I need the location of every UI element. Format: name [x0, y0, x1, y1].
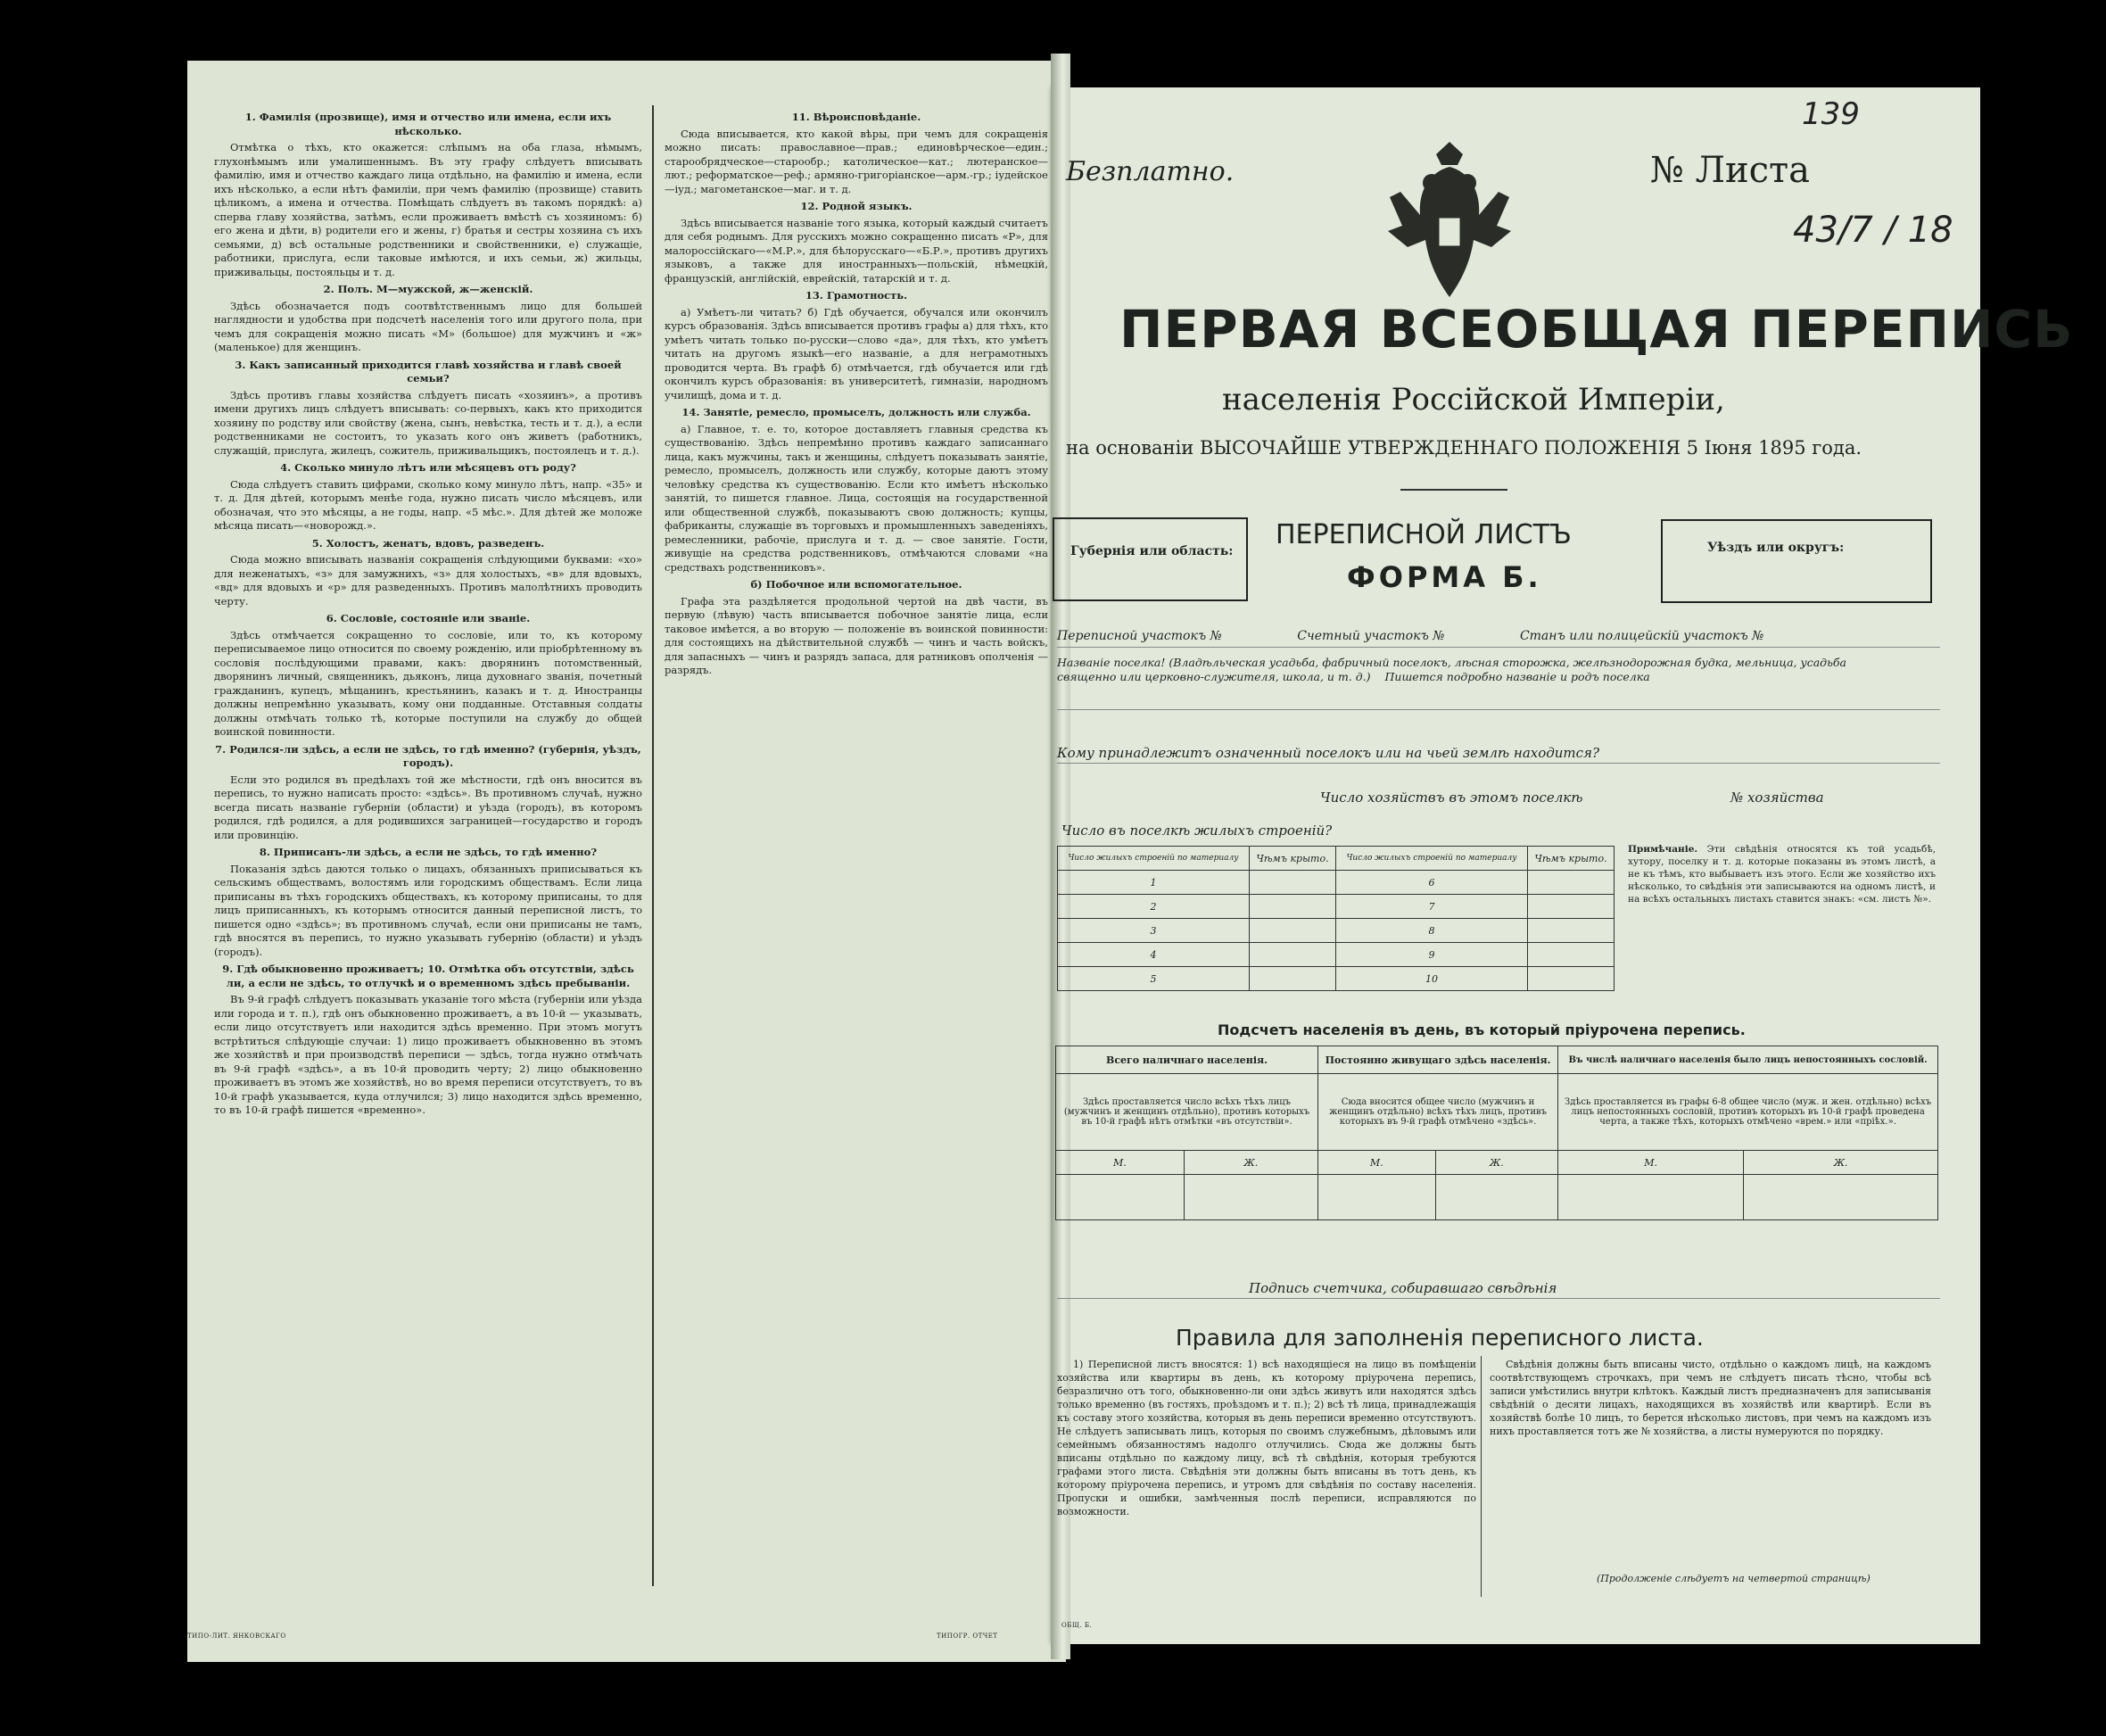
table-cell: [1249, 919, 1335, 943]
sheet-number-label: № Листа: [1650, 150, 1810, 191]
section-8: 8. Приписанъ-ли здѣсь, а если не здѣсь, то гдѣ именно? Показанія здѣсь даются только о лицахъ, обязанныхъ приписываться къ сельскимъ обществамъ, волостямъ или городскимъ обществамъ. Если лица приписаны въ тѣхъ городскихъ обществахъ, къ которому приписаны, то для лицъ приписанныхъ, къ которымъ относится данный переписной листъ, то пишется одно «здѣсь»; въ противномъ случаѣ, если они приписаны не тамъ, гдѣ вносятся въ перепись, то нужно указывать губернію (области) и уѣздъ (городъ).: [214, 846, 642, 958]
table-header: Въ числѣ наличнаго населенія было лицъ непостоянныхъ сословій.: [1558, 1046, 1938, 1074]
table-cell: [1527, 895, 1614, 919]
rules-right-text: Свѣдѣнія должны быть вписаны чисто, отдѣльно о каждомъ лицѣ, на каждомъ соотвѣтствующемъ строчкахъ, при чемъ не слѣдуетъ писать тѣсно, чтобы всѣ записи умѣстились внутри клѣтокъ. Каждый листъ предназначенъ для записыванія свѣдѣній о десяти лицахъ, находящихся въ хозяйствѣ или квартирѣ. Если въ хозяйствѣ болѣе 10 лицъ, то берется нѣсколько листовъ, при чемъ на каждомъ изъ нихъ проставляется тотъ же № хозяйства, а листы нумеруются по порядку.: [1490, 1359, 1931, 1437]
section-6: 6. Сословіе, состояніе или званіе. Здѣсь отмѣчается сокращенно то сословіе, или то, къ которому переписываемое лицо относится по своему рожденію, или пріобрѣтенному въ сословія послѣдующими правами, какъ: дворянинъ потомственный, дворянинъ личный, священникъ, дьяконъ, лица духовнаго званія, почетный гражданинъ, купецъ, мѣщанинъ, крестьянинъ, казакъ и т. д. Иностранцы должны непремѣнно указывать, кому они подданные. Отставныя солдаты должны отмѣчать только тѣ, которые поступили на службу до общей воинской повинности.: [214, 612, 642, 738]
table-cell: 4: [1058, 943, 1250, 967]
section-13: 13. Грамотность. а) Умѣетъ-ли читать? б) Гдѣ обучается, обучался или окончилъ курсъ образованія. Здѣсь вписывается противъ графы а) для тѣхъ, кто умѣетъ читать только по-русски—слово «да», для тѣхъ, кто умѣетъ читать на другомъ языкѣ—его названіе, а для неграмотныхъ проводится черта. Въ графѣ б) отмѣчается, гдѣ обучается или гдѣ окончилъ курсъ образованія: въ университетѣ, гимназіи, народномъ училищѣ, дома и т. д.: [665, 289, 1048, 401]
counting-unit-label: Счетный участокъ №: [1297, 629, 1445, 643]
settlement-note: Пишется подробно названіе и родъ поселка: [1384, 669, 1650, 683]
counting-district-line: [1057, 629, 1763, 643]
table-header-row: [1058, 847, 1615, 871]
table-cell: [1056, 1175, 1185, 1220]
table-cell: Сюда вносится общее число (мужчинъ и женщинъ отдѣльно) всѣхъ тѣхъ лицъ, противъ которыхъ въ 9-й графѣ отмѣчено «здѣсь».: [1317, 1074, 1557, 1151]
underline: [1057, 1298, 1940, 1299]
rules-column-left: [1057, 1358, 1476, 1594]
table-cell: [1527, 871, 1614, 895]
table-cell: [1558, 1175, 1744, 1220]
enumerator-signature-label: Подпись счетчика, собиравшаго свѣдѣнія: [1249, 1280, 1557, 1296]
section-14: 14. Занятіе, ремесло, промыселъ, должность или служба. а) Главное, т. е. то, которое доставляетъ главныя средства къ существованію. Здѣсь непремѣнно противъ каждаго записаннаго лица, какъ мужчины, такъ и женщины, слѣдуетъ показывать занятіе, ремесло, промыселъ, должность или службу, которые даютъ этому человѣку средства къ существованію. Если кто имѣетъ нѣсколько занятій, то пишется главное. Лица, состоящія на государственной или общественной службѣ, показываютъ свою должность; купцы, фабриканты, служащіе въ торговыхъ и промышленныхъ заведеніяхъ, ремесленники, рабочіе, прислуга и т. д. — свое занятіе. Гости, живущіе на средства родственниковъ, отмѣчаются словами «на средствахъ родственниковъ».: [665, 406, 1048, 574]
imperial-eagle-icon: [1383, 138, 1516, 308]
table-header: Постоянно живущаго здѣсь населенія.: [1317, 1046, 1557, 1074]
printer-footer: ОБЩ. Б.: [1061, 1622, 1093, 1629]
district-label: Уѣздъ или округъ:: [1707, 541, 1845, 555]
owner-field-label: Кому принадлежитъ означенный поселокъ или на чьей землѣ находится?: [1057, 745, 1600, 761]
table-cell: [1435, 1175, 1558, 1220]
section-11: 11. Вѣроисповѣданіе. Сюда вписывается, кто какой вѣры, при чемъ для сокращенія можно писать: православное—прав.; единовѣрческое—един.; старообрядческое—старообр.; католическое—кат.; лютеранское—лют.; реформатское—реф.; армяно-григоріанское—арм.-гр.; іудейское—іуд.; магометанское—маг. и т. д.: [665, 111, 1048, 195]
rules-title: Правила для заполненія переписного листа.: [1176, 1325, 1704, 1351]
table-cell: М.: [1558, 1151, 1744, 1175]
table-row: [1058, 895, 1615, 919]
table-row: [1056, 1175, 1938, 1220]
table-cell: Здѣсь проставляется число всѣхъ тѣхъ лицъ (мужчинъ и женщинъ отдѣльно), противъ которыхъ въ 10-й графѣ нѣтъ отмѣтки «въ отсутствіи».: [1056, 1074, 1318, 1151]
household-number-label: № хозяйства: [1730, 789, 1824, 806]
table-cell: 1: [1058, 871, 1250, 895]
table-cell: [1184, 1175, 1317, 1220]
form-subtitle: населенія Россійской Имперіи,: [1222, 382, 1725, 417]
section-12: 12. Родной языкъ. Здѣсь вписывается названіе того языка, который каждый считаетъ для себя роднымъ. Для русскихъ можно сокращенно писать «Р», для малороссійскаго—«М.Р.», для бѣлорусскаго—«Б.Р.», противъ другихъ языковъ, а также для иностранныхъ—польскій, нѣмецкій, французскій, англійскій, еврейскій, татарскій и т. д.: [665, 200, 1048, 285]
form-label: ФОРМА Б.: [1347, 560, 1542, 594]
column-divider: [652, 105, 654, 1586]
table-cell: М.: [1317, 1151, 1435, 1175]
dwellings-note: [1628, 843, 1936, 1004]
dwellings-table: [1057, 846, 1615, 991]
settlement-label: Названіе поселка! (Владѣльческая усадьба, фабричный поселокъ, лѣсная сторожка, желѣзнодорожная будка, мельница, усадьба священно или церковно-служителя, школа, и т. д.): [1057, 656, 1846, 683]
counting-district-label: Переписной участокъ №: [1057, 629, 1222, 643]
table-cell: Здѣсь проставляется въ графы 6-8 общее число (муж. и жен. отдѣльно) всѣхъ лицъ непостоянныхъ сословій, противъ которыхъ въ 10-й графѣ проведена черта, а также тѣхъ, которыхъ отмѣчено «врем.» или «пріѣх.».: [1558, 1074, 1938, 1151]
free-label: Безплатно.: [1066, 156, 1235, 187]
section-7: 7. Родился-ли здѣсь, а если не здѣсь, то гдѣ именно? (губернія, уѣздъ, городъ). Если это родился въ предѣлахъ той же мѣстности, гдѣ онъ вносится въ перепись, то нужно написать просто: «здѣсь». Въ противномъ случаѣ, нужно всегда писать названіе губерніи (области) и уѣзда (городъ), въ которомъ родился, гдѣ родился, а для родившихся заграницей—государство и городъ или провинцію.: [214, 742, 642, 841]
households-count-label: Число хозяйствъ въ этомъ поселкѣ: [1320, 789, 1583, 806]
note-heading: Примѣчаніе.: [1628, 844, 1698, 855]
section-9: 9. Гдѣ обыкновенно проживаетъ; 10. Отмѣтка объ отсутствіи, здѣсь ли, а если не здѣсь, то отлучкѣ и о временномъ здѣсь пребываніи. Въ 9-й графѣ слѣдуетъ показывать указаніе того мѣста (губерніи или уѣзда или города и т. п.), гдѣ онъ обыкновенно проживаетъ, а въ 10-й — указывать, если лицо отсутствуетъ или находится здѣсь временно. При этомъ могутъ встрѣтиться слѣдующіе случаи: 1) лицо проживаетъ обыкновенно въ этомъ же хозяйствѣ и при производствѣ переписи — здѣсь, тогда нужно отмѣчать въ 9-й графѣ «здѣсь», а въ 10-й проводить черту; 2) лицо обыкновенно проживаетъ въ этомъ же хозяйствѣ, но во время переписи отсутствуетъ, то въ 10-й графѣ указывается, куда отлучился; 3) лицо находится здѣсь временно, то въ 10-й графѣ пишется «временно».: [214, 963, 642, 1116]
table-cell: [1249, 943, 1335, 967]
underline: [1057, 647, 1940, 648]
table-cell: М.: [1056, 1151, 1185, 1175]
province-label: Губернія или область:: [1070, 544, 1234, 558]
table-cell: 5: [1058, 967, 1250, 991]
table-cell: Ж.: [1435, 1151, 1558, 1175]
underline: [1057, 709, 1940, 710]
table-cell: [1527, 967, 1614, 991]
district-box: [1661, 519, 1932, 603]
table-header: Чѣмъ крыто.: [1527, 847, 1614, 871]
section-1: 1. Фамилія (прозвище), имя и отчество или имена, если ихъ нѣсколько. Отмѣтка о тѣхъ, кто окажется: слѣпымъ на оба глаза, нѣмымъ, глухонѣмымъ или умалишеннымъ. Въ эту графу слѣдуетъ вписывать фамилію, имя и отчество каждаго лица отдѣльно, на фамилію и имена, если ихъ нѣсколько, а если нѣтъ фамиліи, при чемъ фамилію (прозвище) ставить цѣликомъ, а имена и отчества. Помѣщать слѣдуетъ въ такомъ порядкѣ: а) сперва главу хозяйства, затѣмъ, если проживаетъ вмѣстѣ съ хозяиномъ: б) его жена и дѣти, в) родители его и жены, г) братья и сестры хозяина съ ихъ семьями, д) всѣ остальные родственники и свойственники, е) служащіе, работники, прислуга, если таковые имѣются, и ихъ семьи, ж) жильцы, приживальцы, постояльцы и т. д.: [214, 111, 642, 278]
section-14b: б) Побочное или вспомогательное. Графа эта раздѣляется продольной чертой на двѣ части, въ первую (лѣвую) часть вписывается побочное занятіе лица, если таковое имѣется, а во вторую — положеніе въ воинской повинности: для состоящихъ на дѣйствительной службѣ — чинъ и часть войскъ, для запасныхъ — чинъ и разрядъ запаса, для ратниковъ ополченія — разрядъ.: [665, 578, 1048, 676]
table-cell: [1249, 895, 1335, 919]
section-3: 3. Какъ записанный приходится главѣ хозяйства и главѣ своей семьи? Здѣсь противъ главы хозяйства слѣдуетъ писать «хозяинъ», а противъ имени другихъ лицъ слѣдуетъ вписывать: со-первыхъ, какъ кто приходится хозяину по родству или свойству (жена, сынъ, невѣстка, тесть и т. д.), а если родственниками не состоитъ, то указать кого онъ живетъ (работникъ, служащій, прислуга, жилецъ, сожитель, приживальщикъ, постоялецъ и т. д.).: [214, 358, 642, 457]
sheet-title: ПЕРЕПИСНОЙ ЛИСТЪ: [1276, 519, 1572, 550]
section-4: 4. Сколько минуло лѣтъ или мѣсяцевъ отъ роду? Сюда слѣдуетъ ставить цифрами, сколько кому минуло лѣтъ, напр. «35» и т. д. Для дѣтей, которымъ менѣе года, нужно писать число мѣсяцевъ, или обозначая, что это мѣсяцы, а не годы, напр. «5 мѣс.». Для дѣтей же моложе мѣсяца писать—«новорожд.».: [214, 461, 642, 532]
police-district-label: Станъ или полицейскій участокъ №: [1519, 629, 1764, 643]
note-text: Эти свѣдѣнія относятся къ той усадьбѣ, хутору, поселку и т. д. которые показаны въ этомъ листѣ, а не къ тѣмъ, кто выбываетъ изъ этого. Если же хозяйство ихъ нѣсколько, то свѣдѣнія эти записываются на одномъ листѣ, и на всѣхъ остальныхъ листахъ ставится знакъ: «см. листъ №».: [1628, 844, 1936, 905]
section-5: 5. Холостъ, женатъ, вдовъ, разведенъ. Сюда можно вписывать названія сокращенія слѣдующими буквами: «хо» для неженатыхъ, «з» для замужнихъ, «з» для холостыхъ, «в» для вдовыхъ, «вд» для вдовыхъ и «р» для разведенныхъ. Противъ малолѣтнихъ проводить черту.: [214, 536, 642, 608]
table-cell: 3: [1058, 919, 1250, 943]
table-cell: 7: [1335, 895, 1527, 919]
rules-left-text: 1) Переписной листъ вносятся: 1) всѣ находящіеся на лицо въ помѣщеніи хозяйства или квартиры въ день, къ которому пріурочена перепись, безразлично отъ того, обыкновенно-ли они здѣсь живутъ или находятся здѣсь только временно (въ гостяхъ, проѣздомъ и т. п.); 2) всѣ тѣ лица, принадлежащія къ составу этого хозяйства, которыя въ день переписи временно отсутствуютъ. Не слѣдуетъ записывать лицъ, которыя по своимъ служебнымъ, дѣловымъ или семейнымъ обязанностямъ надолго отлучились. Сюда же должны быть вписаны отдѣльно по каждому лицу, всѣ тѣ свѣдѣнія, которыя требуются графами этого листа. Свѣдѣнія эти должны быть вписаны въ тотъ день, къ которому пріурочена перепись, и утромъ для свѣдѣнія по составу населенія. Пропуски и ошибки, замѣченныя послѣ переписи, исправляются по возможности.: [1057, 1359, 1476, 1517]
table-header: Число жилыхъ строеній по материалу: [1058, 847, 1250, 871]
continuation-note: (Продолженіе слѣдуетъ на четвертой страницѣ): [1597, 1573, 1871, 1584]
table-row: [1056, 1151, 1938, 1175]
table-cell: Ж.: [1744, 1151, 1938, 1175]
rules-column-right: [1490, 1358, 1931, 1567]
table-cell: [1249, 871, 1335, 895]
table-cell: 9: [1335, 943, 1527, 967]
table-cell: 2: [1058, 895, 1250, 919]
table-header: Число жилыхъ строеній по материалу: [1335, 847, 1527, 871]
population-count-title: Подсчетъ населенія въ день, въ который пріурочена перепись.: [1218, 1021, 1746, 1038]
table-cell: 8: [1335, 919, 1527, 943]
table-row: [1056, 1074, 1938, 1151]
instructions-column-1: [214, 107, 642, 1588]
table-cell: [1527, 919, 1614, 943]
printer-footer-right: ТИПОГР. ОТЧЕТ: [937, 1633, 998, 1640]
population-count-table: [1055, 1046, 1938, 1220]
table-cell: 10: [1335, 967, 1527, 991]
handwritten-page-number: 139: [1802, 96, 1860, 132]
form-basis-line: на основаніи ВЫСОЧАЙШЕ УТВЕРЖДЕННАГО ПОЛОЖЕНІЯ 5 Іюня 1895 года.: [1066, 437, 1862, 459]
table-row: [1058, 943, 1615, 967]
province-box: [1053, 517, 1248, 601]
table-cell: [1527, 943, 1614, 967]
section-2: 2. Полъ. М—мужской, ж—женскій. Здѣсь обозначается подъ соотвѣтственнымъ лицо для большей наглядности и удобства при подсчетѣ населенія того или другого пола, при чемъ для сокращенія можно писать «М» (большое) для мужчинъ и «ж» (маленькое) для женщинъ.: [214, 283, 642, 353]
table-row: [1058, 919, 1615, 943]
printer-footer-left: ТИПО-ЛИТ. ЯНКОВСКАГО: [187, 1633, 286, 1640]
table-row: [1058, 871, 1615, 895]
instructions-column-2: [665, 107, 1048, 1588]
dwellings-label: Число въ поселкѣ жилыхъ строеній?: [1061, 823, 1333, 839]
rules-divider: [1481, 1356, 1482, 1597]
table-header: Чѣмъ крыто.: [1249, 847, 1335, 871]
table-cell: 6: [1335, 871, 1527, 895]
form-main-title: ПЕРВАЯ ВСЕОБЩАЯ ПЕРЕПИСЬ: [1119, 299, 2074, 360]
table-cell: [1249, 967, 1335, 991]
title-rule: [1400, 489, 1507, 491]
underline: [1057, 763, 1940, 764]
table-cell: [1744, 1175, 1938, 1220]
table-cell: [1317, 1175, 1435, 1220]
handwritten-sheet-number: 43/7 / 18: [1793, 210, 1953, 251]
table-cell: Ж.: [1184, 1151, 1317, 1175]
table-row: [1058, 967, 1615, 991]
table-header-row: [1056, 1046, 1938, 1074]
table-header: Всего наличнаго населенія.: [1056, 1046, 1318, 1074]
settlement-field: [1057, 656, 1909, 709]
